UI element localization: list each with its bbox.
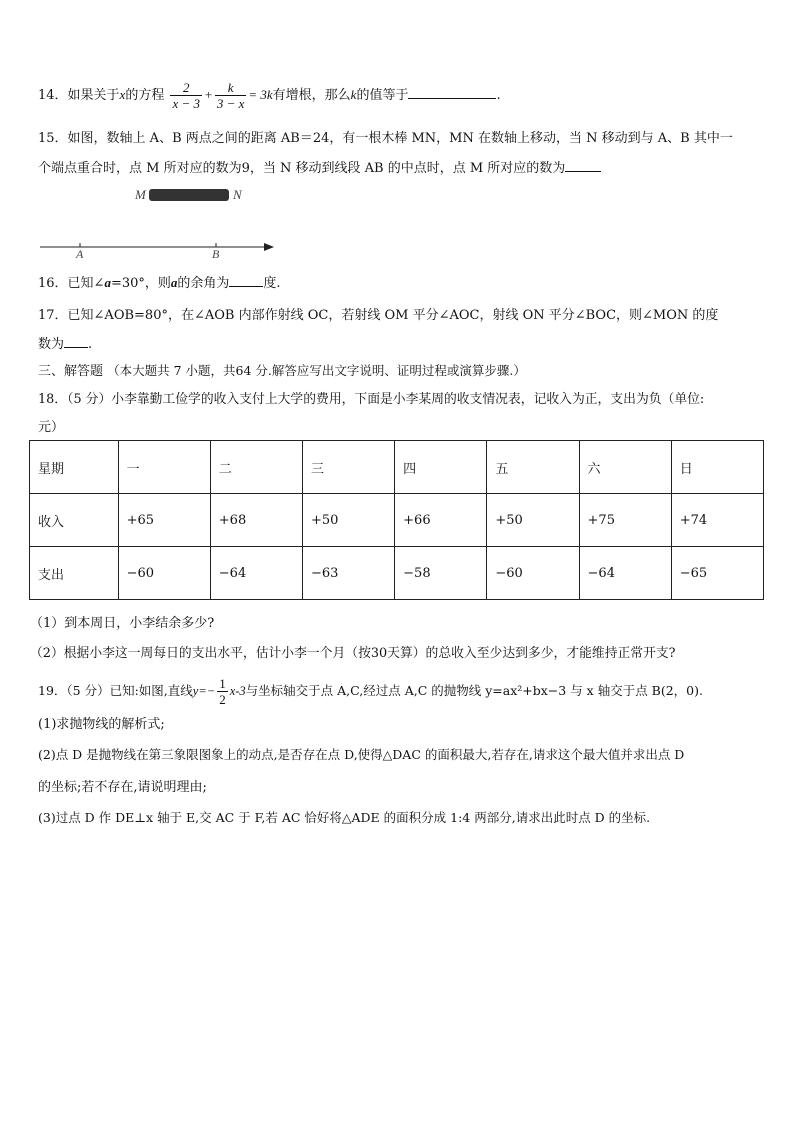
table-cell: −64	[210, 547, 302, 600]
q14-suffix2: 的值等于	[356, 88, 409, 103]
q14-fraction-1	[170, 80, 202, 111]
q16-var-a2: a	[170, 275, 178, 290]
q14-plus: +	[204, 87, 213, 102]
q14-f2-den: 3 − x	[216, 96, 245, 111]
table-cell: 六	[579, 441, 671, 494]
axis-arrowhead	[264, 243, 274, 251]
q19-frac-den: 2	[219, 692, 226, 707]
q19-sub2-line1: (2)点 D 是抛物线在第三象限图象上的动点,是否存在点 D,使得△DAC 的面积最大,若存在,请求这个最大值并求出点 D	[38, 747, 685, 762]
q17-answer-blank	[64, 335, 88, 348]
q15-label-b: B	[212, 247, 220, 261]
table-cell: +68	[210, 494, 302, 547]
q14-answer-blank	[408, 86, 496, 99]
q19-eq-rhs: x-3	[229, 684, 246, 698]
table-cell: −60	[487, 547, 579, 600]
table-cell: 四	[395, 441, 487, 494]
q16-suffix: 的余角为	[177, 276, 230, 291]
table-cell: −64	[579, 547, 671, 600]
table-cell: 二	[210, 441, 302, 494]
q18-line2: 元）	[38, 420, 65, 435]
q15-line1: 15．如图，数轴上 A、B 两点之间的距离 AB＝24，有一根木棒 MN，MN 在数轴上移动，当 N 移动到与 A、B 其中一	[38, 131, 733, 146]
q19-prefix: 19．（5 分）已知:如图,直线	[38, 683, 193, 698]
q14-suffix1: 有增根，那么	[272, 88, 351, 103]
table-cell: +75	[579, 494, 671, 547]
table-cell: +74	[671, 494, 763, 547]
q15-label-n: N	[233, 187, 242, 202]
q14-line	[38, 80, 501, 111]
q18-sub1: （1）到本周日，小李结余多少?	[30, 616, 215, 631]
table-cell: 三	[302, 441, 394, 494]
q19-sub1: (1)求抛物线的解析式;	[38, 717, 165, 732]
table-cell: −58	[395, 547, 487, 600]
q15-stick-figure	[133, 184, 273, 206]
q14-f1-num: 2	[170, 80, 202, 96]
q18-sub2: （2）根据小李这一周每日的支出水平，估计小李一个月（按30天算）的总收入至少达到多少，才能维持正常开支?	[30, 646, 676, 661]
table-row-header	[30, 441, 764, 494]
table-cell: +50	[302, 494, 394, 547]
q19-sub3: (3)过点 D 作 DE⊥x 轴于 E,交 AC 于 F,若 AC 恰好将△ADE 的面积分成 1:4 两部分,请求出此时点 D 的坐标.	[38, 810, 651, 825]
q19-sub2-line2: 的坐标;若不存在,请说明理由;	[38, 780, 207, 795]
q18-table	[29, 440, 764, 600]
q17-line1: 17．已知∠AOB=80°，在∠AOB 内部作射线 OC，若射线 OM 平分∠AOC，射线 ON 平分∠BOC，则∠MON 的度	[38, 308, 719, 323]
section3-note: （本大题共 7 小题，共64 分.解答应写出文字说明、证明过程或演算步骤.）	[107, 363, 526, 378]
q14-mid: 的方程	[125, 88, 165, 103]
q15-number-line	[38, 236, 278, 262]
table-row-income	[30, 494, 764, 547]
q15-line2-text: 个端点重合时，点 M 所对应的数为9，当 N 移动到线段 AB 的中点时，点 M 所对应的数为	[38, 161, 566, 176]
table-cell: 日	[671, 441, 763, 494]
q16-line	[38, 272, 281, 291]
q16-prefix: 16．已知∠	[38, 276, 105, 291]
q14-fraction-2	[215, 80, 247, 111]
q14-prefix: 14．如果关于	[38, 88, 120, 103]
table-cell: 支出	[30, 547, 119, 600]
q15-answer-blank	[565, 159, 601, 172]
section3-title: 三、解答题	[38, 364, 104, 379]
q17-line2	[38, 333, 92, 352]
section3-heading	[38, 360, 526, 379]
q15-line2	[38, 157, 601, 176]
q19-eq-lhs: y=−	[192, 684, 216, 698]
q15-label-m: M	[135, 187, 146, 202]
q16-end: 度.	[263, 276, 281, 291]
q14-end: .	[496, 88, 501, 103]
q14-rhs: = 3k	[248, 87, 273, 102]
table-cell: 五	[487, 441, 579, 494]
q19-line1	[38, 676, 703, 707]
table-cell: 星期	[30, 441, 119, 494]
table-cell: +66	[395, 494, 487, 547]
table-cell: +50	[487, 494, 579, 547]
table-cell: +65	[118, 494, 210, 547]
q14-var-x: x	[119, 87, 126, 102]
q16-var-a: a	[104, 275, 111, 290]
q19-rest: 与坐标轴交于点 A,C,经过点 A,C 的抛物线 y=ax²+bx−3 与 x 轴交于点 B(2，0).	[245, 683, 703, 698]
table-cell: −65	[671, 547, 763, 600]
q16-mid: =30°，则	[110, 276, 171, 291]
q14-var-k: k	[350, 87, 357, 102]
q14-f2-num: k	[215, 80, 247, 96]
table-cell: −60	[118, 547, 210, 600]
q19-frac-num: 1	[219, 676, 226, 691]
q17-line2-text: 数为	[38, 337, 65, 352]
q15-label-a: A	[76, 247, 84, 261]
q17-end: .	[88, 337, 93, 352]
table-cell: 一	[118, 441, 210, 494]
table-row-expense	[30, 547, 764, 600]
q19-fraction	[217, 676, 228, 707]
q14-f1-den: x − 3	[172, 96, 201, 111]
q16-answer-blank	[229, 274, 263, 287]
table-cell: −63	[302, 547, 394, 600]
q18-line1: 18．（5 分）小李靠勤工俭学的收入支付上大学的费用，下面是小李某周的收支情况表，记收入为正，支出为负（单位:	[38, 392, 705, 407]
wooden-stick	[149, 189, 229, 201]
table-cell: 收入	[30, 494, 119, 547]
